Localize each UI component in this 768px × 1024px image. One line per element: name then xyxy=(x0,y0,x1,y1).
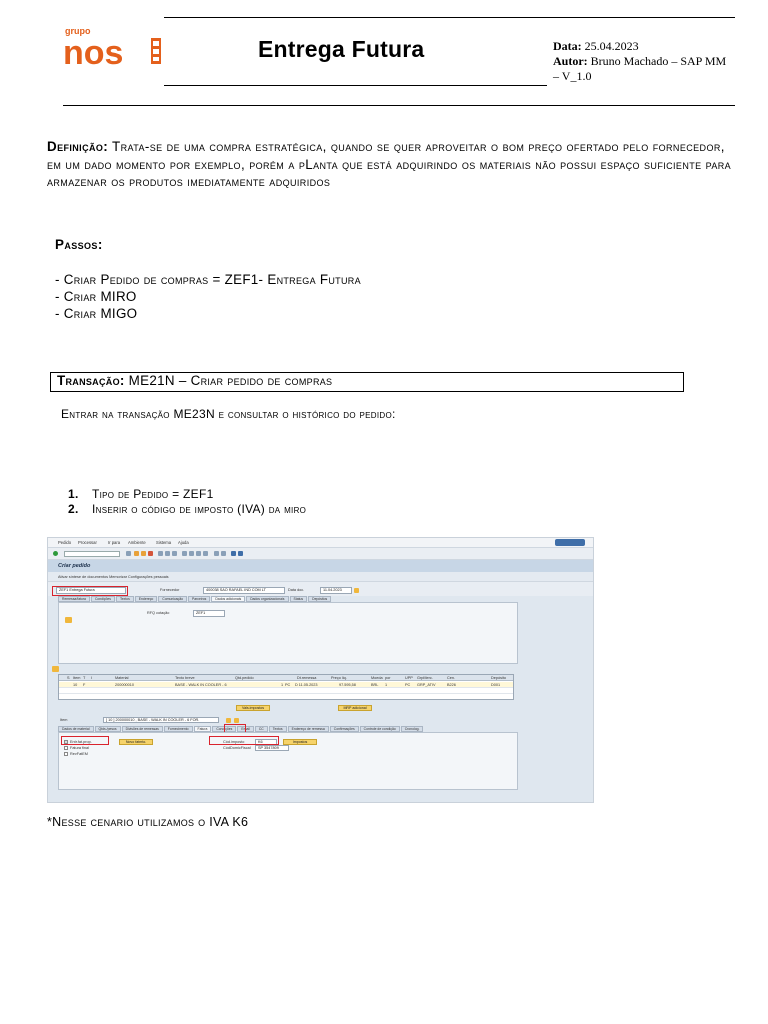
help-icon[interactable] xyxy=(231,551,236,556)
shortcut-icon[interactable] xyxy=(221,551,226,556)
column-header: GrpMerc. xyxy=(417,676,433,680)
author-label: Autor: xyxy=(553,54,588,68)
item-selector[interactable]: [ 10 ] 200000010 , BASE - WALK IN COOLER - 6 FOR. xyxy=(103,717,219,723)
transaction-text: ME21N – Criar pedido de compras xyxy=(128,373,333,388)
item-number: 2. xyxy=(68,501,79,516)
table-row[interactable] xyxy=(59,688,513,694)
definition-paragraph xyxy=(47,138,737,191)
tax-code-field[interactable]: K6 xyxy=(255,739,277,745)
sap-application-toolbar xyxy=(48,572,593,582)
column-header: Depósito xyxy=(491,676,506,680)
tab-header[interactable]: Textos xyxy=(116,596,134,602)
menu-item[interactable]: Ajuda xyxy=(178,540,189,545)
tax-jurisdiction-label: CódDomicFiscal xyxy=(223,746,251,750)
menu-item[interactable]: Processar xyxy=(78,540,97,545)
cell: GRP_ATIV xyxy=(417,683,436,687)
cell: PC xyxy=(285,683,291,687)
svg-text:nos: nos xyxy=(63,34,124,72)
final-invoice-label: Fatura final xyxy=(70,746,89,750)
step-item: - Criar MIGO xyxy=(55,306,138,321)
tab-item[interactable]: Confirmações xyxy=(330,726,359,732)
mrp-button[interactable]: MRP adicional xyxy=(338,705,372,711)
date-value: 25.04.2023 xyxy=(584,39,639,53)
layout-icon[interactable] xyxy=(238,551,243,556)
new-session-icon[interactable] xyxy=(214,551,219,556)
column-header: Qtd.pedido xyxy=(235,676,254,680)
numbered-item xyxy=(68,502,306,517)
folder-icon[interactable] xyxy=(65,617,72,623)
tab-header[interactable]: Depósitos xyxy=(308,596,331,602)
transaction-line xyxy=(57,373,332,388)
cell: D001 xyxy=(491,683,501,687)
svg-text:grupo: grupo xyxy=(65,26,91,36)
tax-jurisdiction-field[interactable]: SP 3547809 xyxy=(255,745,289,751)
gr-invoice-label: Entr.fat.prop. xyxy=(70,740,92,744)
cell: PC xyxy=(405,683,411,687)
find-next-icon[interactable] xyxy=(172,551,177,556)
cell: F xyxy=(83,683,86,687)
tab-item[interactable]: Endereço de remessa xyxy=(288,726,329,732)
tab-header[interactable]: Comunicação xyxy=(158,596,187,602)
menu-item[interactable]: Sistema xyxy=(156,540,172,545)
tax-values-button[interactable]: Vals.impostos xyxy=(236,705,270,711)
transaction-label: Transação: xyxy=(57,373,125,388)
screen-title: Criar pedido xyxy=(58,563,91,569)
cell: B226 xyxy=(447,683,456,687)
steps-heading: Passos: xyxy=(55,237,103,252)
cell: 10 xyxy=(73,683,78,687)
column-header: Dt.remessa xyxy=(297,676,317,680)
column-header: Cen. xyxy=(447,676,456,680)
steps-list xyxy=(55,271,361,322)
column-header: S xyxy=(67,676,70,680)
item-overview-icon[interactable] xyxy=(52,666,59,672)
tab-item[interactable]: Controle de condição xyxy=(360,726,400,732)
cancel-icon[interactable] xyxy=(148,551,153,556)
cell: 1 xyxy=(385,683,388,687)
column-header: Material xyxy=(115,676,129,680)
ers-checkbox[interactable] xyxy=(64,752,68,756)
taxes-button[interactable]: Impostos xyxy=(283,739,317,745)
header-top-rule xyxy=(164,17,735,18)
date-label: Data: xyxy=(553,39,582,53)
tax-code-label: Cód.imposto xyxy=(223,740,245,744)
rfq-field[interactable]: ZEF1 xyxy=(193,610,225,617)
exit-icon[interactable] xyxy=(141,551,146,556)
tab-item[interactable]: Email xyxy=(237,726,253,732)
order-type-select[interactable]: ZEF1 Entrega Futura xyxy=(56,587,126,594)
document-title: Entrega Futura xyxy=(258,36,425,62)
item-number: 1. xyxy=(68,487,79,501)
column-header: por xyxy=(385,676,391,680)
menu-item[interactable]: Pedido xyxy=(58,540,72,545)
cell: D 11.05.2023 xyxy=(295,683,318,687)
appbar-text[interactable]: Ativar síntese de documentos Memorizar Configurações pessoais xyxy=(58,575,169,579)
sap-toolbar xyxy=(48,548,593,560)
tab-header[interactable]: Status xyxy=(290,596,308,602)
next-page-icon[interactable] xyxy=(196,551,201,556)
save-icon[interactable] xyxy=(126,551,131,556)
header-bottom-rule xyxy=(63,105,735,106)
item-text: Inserir o código de imposto (IVA) da miro xyxy=(92,501,307,516)
enter-icon[interactable] xyxy=(53,551,58,556)
tab-header[interactable]: Endereço xyxy=(135,596,158,602)
gr-invoice-highlight xyxy=(61,736,109,745)
cell: 200000010 xyxy=(115,683,135,687)
doc-date-label: Data doc. xyxy=(288,588,305,592)
tab-item-invoice[interactable]: Fatura xyxy=(194,726,212,732)
tab-item[interactable]: Cronolog. xyxy=(401,726,424,732)
column-header: Texto breve xyxy=(175,676,195,680)
cell: 97.595,58 xyxy=(339,683,356,687)
tab-item[interactable]: Fornecimento xyxy=(164,726,193,732)
footnote: *Nesse cenario utilizamos o IVA K6 xyxy=(47,815,249,829)
menu-item[interactable]: Ambiente xyxy=(128,540,146,545)
command-field[interactable] xyxy=(64,551,120,557)
cell: BASE - WALK IN COOLER - 6 xyxy=(175,683,227,687)
tab-item[interactable]: Condições xyxy=(212,726,236,732)
order-type-highlight xyxy=(52,586,128,596)
company-logo xyxy=(63,24,167,72)
last-page-icon[interactable] xyxy=(203,551,208,556)
invoice-panel xyxy=(58,732,518,790)
first-page-icon[interactable] xyxy=(182,551,187,556)
numbered-item xyxy=(68,487,306,502)
prev-page-icon[interactable] xyxy=(189,551,194,556)
order-header xyxy=(48,582,593,596)
step-item: - Criar MIRO xyxy=(55,289,137,304)
tab-item[interactable]: Divisões de remessas xyxy=(122,726,163,732)
header-detail-panel xyxy=(58,602,518,664)
item-grid-header xyxy=(59,675,513,681)
column-header: Item xyxy=(73,676,81,680)
window-controls-icon[interactable] xyxy=(555,539,585,546)
arrow-up-icon[interactable] xyxy=(226,718,231,723)
definition-label: Definição: xyxy=(47,139,109,154)
sap-screenshot xyxy=(47,537,594,803)
find-icon[interactable] xyxy=(165,551,170,556)
tab-item[interactable]: Qtds./pesos xyxy=(95,726,121,732)
doc-date-field[interactable]: 11.04.2023 xyxy=(320,587,352,594)
tab-item[interactable]: Dados de material xyxy=(58,726,94,732)
tab-header[interactable]: Dados adicionais xyxy=(211,596,245,602)
tab-item[interactable]: CC xyxy=(255,726,268,732)
calendar-icon[interactable] xyxy=(354,588,359,593)
print-icon[interactable] xyxy=(158,551,163,556)
definition-text: Trata-se de uma compra estratégica, quando se quer aproveitar o bom preço ofertado pelo fornecedor, em um dado momento por exemplo, porém a pLanta que está adquirindo os materiais não possui espaço suficiente para armazenar os produtos imediatamente adquiridos xyxy=(47,139,732,189)
tab-header[interactable]: Remessa/fatura xyxy=(58,596,90,602)
tab-header[interactable]: Dados organizacionais xyxy=(246,596,288,602)
column-header: Moeda xyxy=(371,676,383,680)
column-header: T xyxy=(83,676,86,680)
tab-header[interactable]: Condições xyxy=(91,596,115,602)
sap-title-bar xyxy=(48,560,593,572)
arrow-down-icon[interactable] xyxy=(234,718,239,723)
column-header: I xyxy=(91,676,93,680)
author-value: Bruno Machado – SAP MM – V_1.0 xyxy=(553,54,727,83)
vendor-label: Fornecedor xyxy=(160,588,180,592)
numbered-list xyxy=(68,487,306,516)
item-label: Item xyxy=(60,718,68,722)
tax-code-highlight xyxy=(209,736,279,745)
ers-label: RevFatEM xyxy=(70,752,88,756)
step-item: - Criar Pedido de compras = ZEF1- Entrega Futura xyxy=(55,272,361,287)
cell: BRL xyxy=(371,683,379,687)
cell: 1 xyxy=(281,683,284,687)
back-icon[interactable] xyxy=(134,551,139,556)
tab-header[interactable]: Parceiros xyxy=(188,596,210,602)
vendor-field[interactable]: 400038 SAO RAFAEL IND COM LT xyxy=(203,587,285,594)
document-metadata xyxy=(553,39,733,84)
item-grid xyxy=(58,674,514,700)
tab-item[interactable]: Textos xyxy=(269,726,287,732)
column-header: UPP xyxy=(405,676,413,680)
rfq-label: RFQ cotação xyxy=(147,611,170,615)
final-invoice-checkbox[interactable] xyxy=(64,746,68,750)
column-header: Preço liq. xyxy=(331,676,347,680)
instruction-text: Entrar na transação ME23N e consultar o histórico do pedido: xyxy=(61,407,396,421)
new-invoicing-button[interactable]: Novo fatmto. xyxy=(119,739,153,745)
header-title-rule xyxy=(164,85,547,86)
menu-item[interactable]: Ir para xyxy=(108,540,121,545)
sap-menu-bar xyxy=(48,538,593,548)
item-text: Tipo de Pedido = ZEF1 xyxy=(92,487,214,501)
